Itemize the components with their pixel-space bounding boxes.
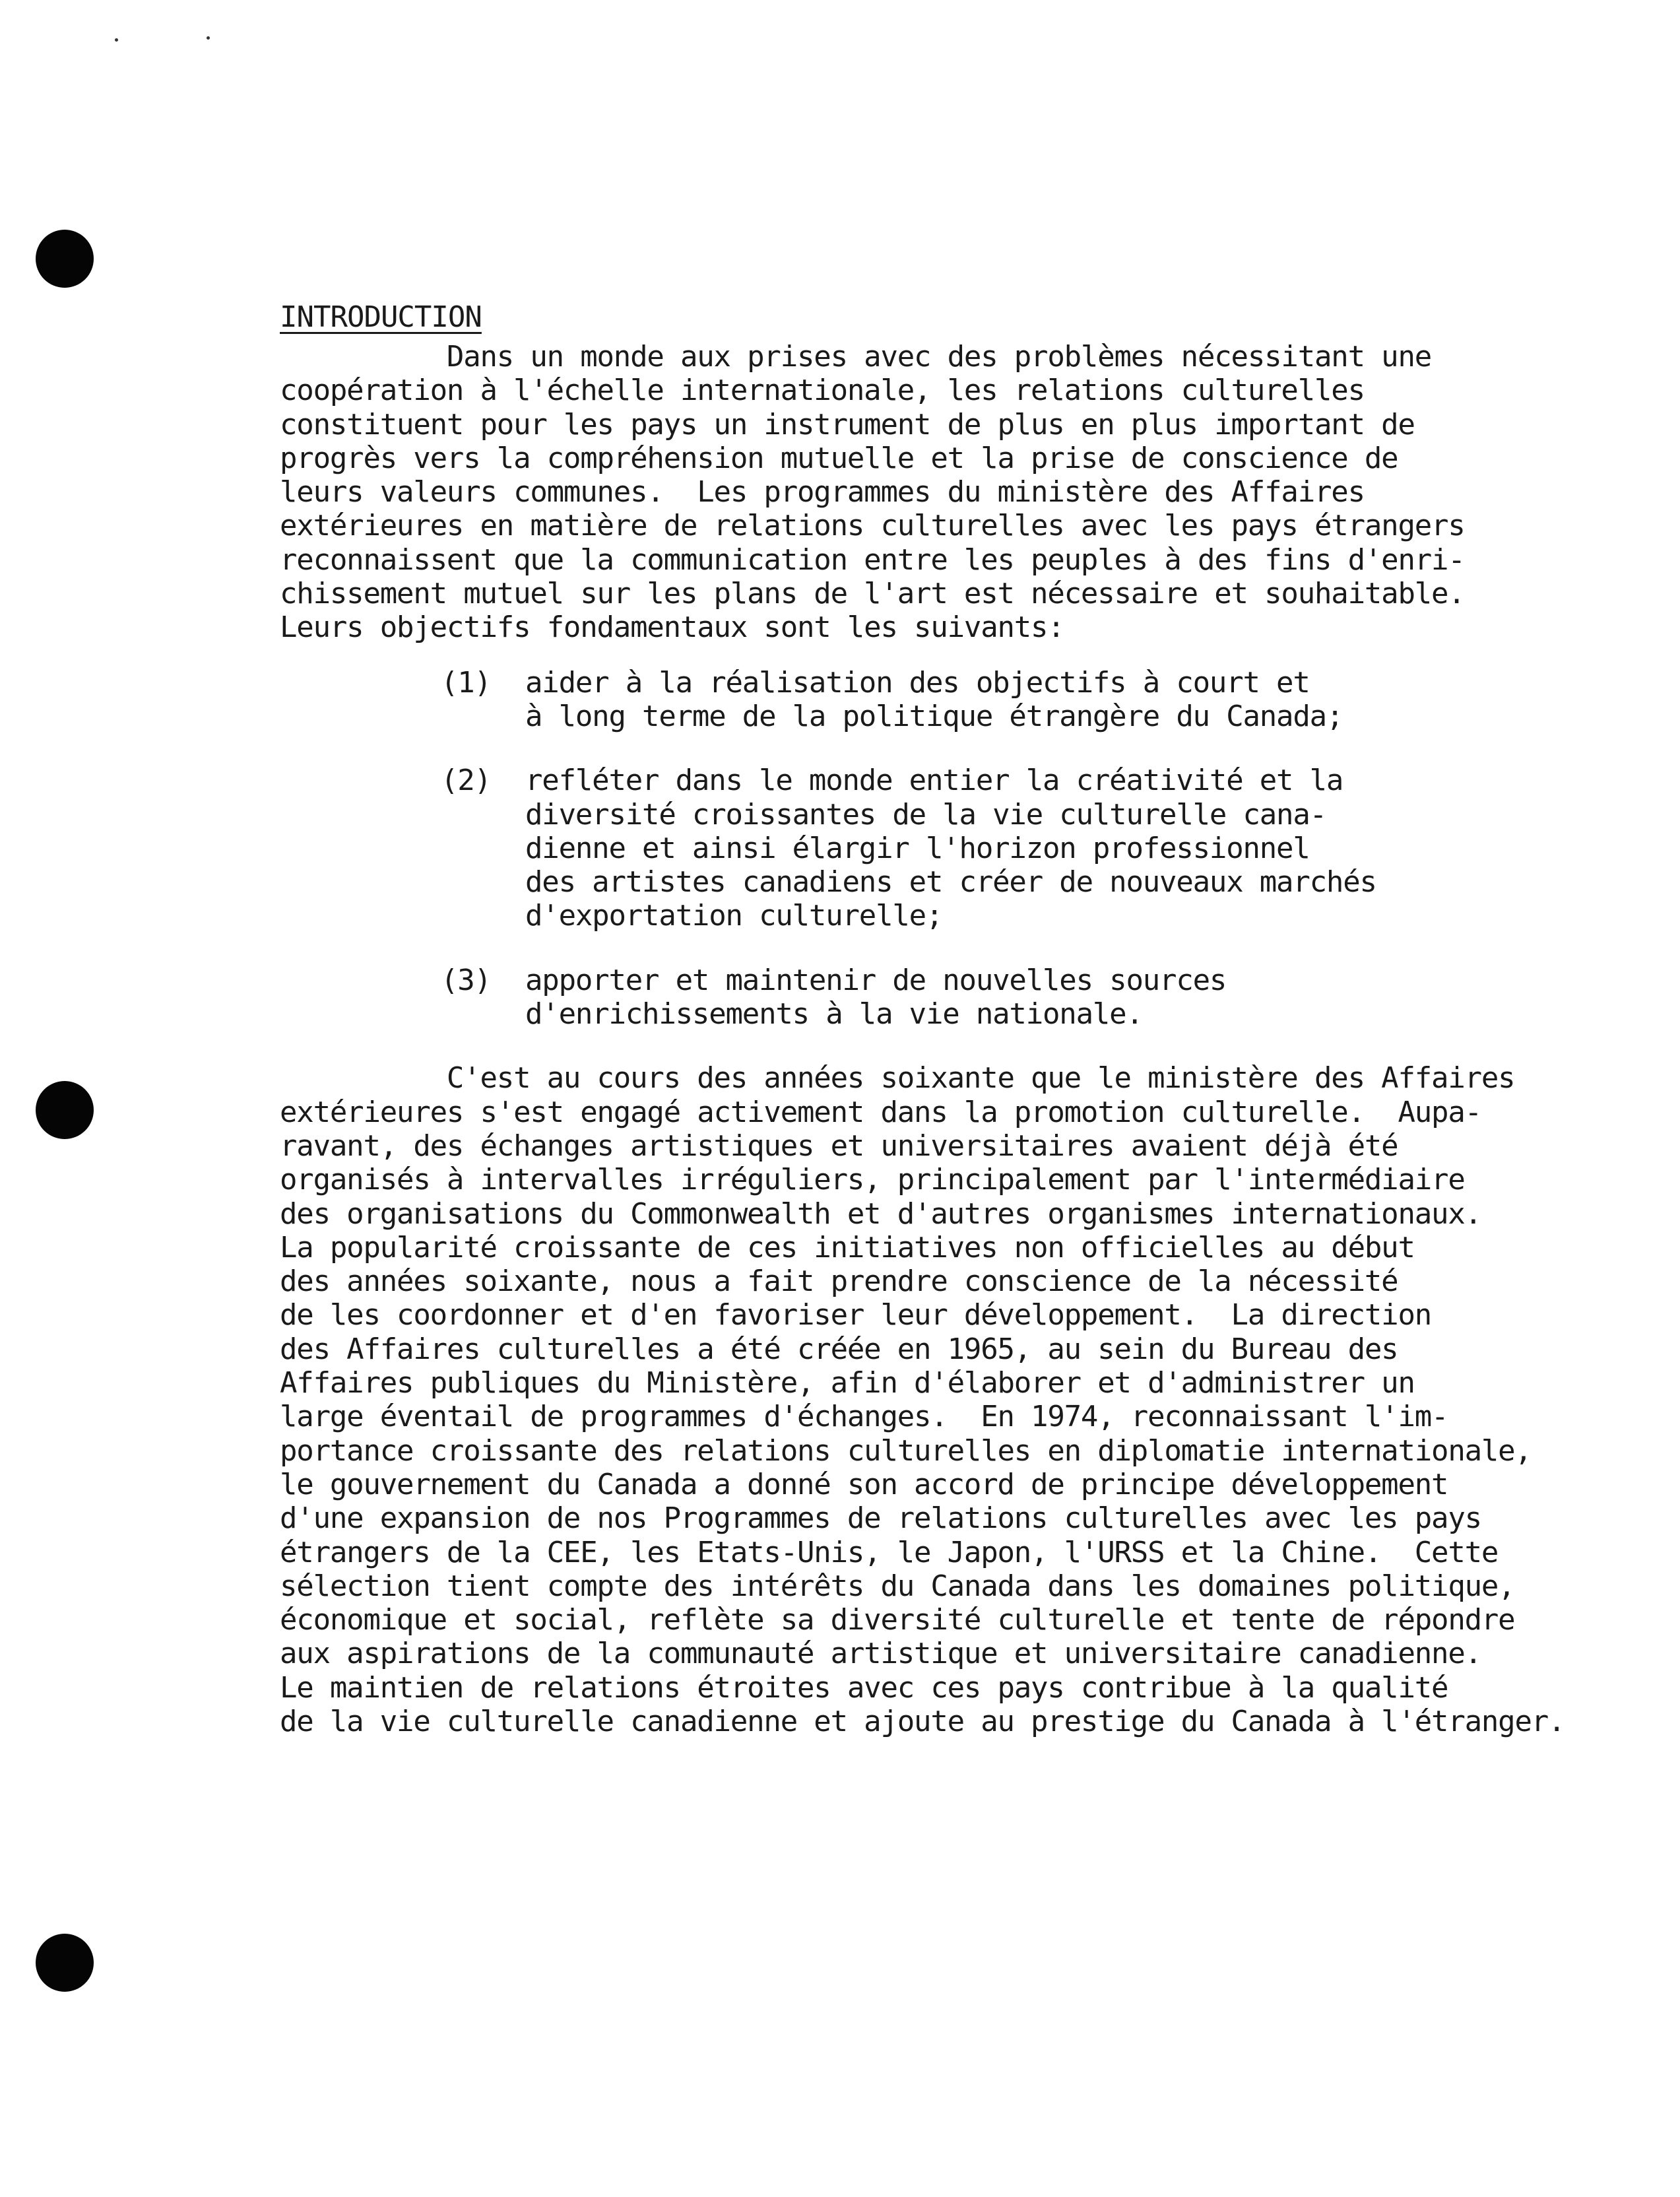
- scan-speck: [115, 38, 118, 42]
- list-item-number: (3): [441, 963, 491, 997]
- history-paragraph: C'est au cours des années soixante que le ministère des Affaires extérieures s'est engagé activement dans la promotion culturelle. Aupa- ravant, des échanges artistiques et universitaires avaient déjà été organisés à intervalles irréguliers, principalement par l'intermédiaire des organisations du Commonwealth et d'autres organismes internationaux. La popularité croissante de ces initiatives non officielles au début des années soixante, nous a fait prendre conscience de la nécessité de les coordonner et d'en favoriser leur développement. La direction des Affaires culturelles a été créée en 1965, au sein du Bureau des Affaires publiques du Ministère, afin d'élaborer et d'administrer un large éventail de programmes d'échanges. En 1974, reconnaissant l'im- portance croissante des relations culturelles en diplomatie internationale, le gouvernement du Canada a donné son accord de principe développement d'une expansion de nos Programmes de relations culturelles avec les pays étrangers de la CEE, les Etats-Unis, le Japon, l'URSS et la Chine. Cette sélection tient compte des intérêts du Canada dans les domaines politique, économique et social, reflète sa diversité culturelle et tente de répondre aux aspirations de la communauté artistique et universitaire canadienne. Le maintien de relations étroites avec ces pays contribue à la qualité de la vie culturelle canadienne et ajoute au prestige du Canada à l'étranger.: [280, 1061, 1565, 1738]
- intro-paragraph: Dans un monde aux prises avec des problèmes nécessitant une coopération à l'échelle internationale, les relations culturelles constituent pour les pays un instrument de plus en plus important de progrès vers la compréhension mutuelle et la prise de conscience de leurs valeurs communes. Les programmes du ministère des Affaires extérieures en matière de relations culturelles avec les pays étrangers reconnaissent que la communication entre les peuples à des fins d'enri- chissement mutuel sur les plans de l'art est nécessaire et souhaitable. Leurs objectifs fondamentaux sont les suivants:: [280, 340, 1465, 645]
- section-heading: INTRODUCTION: [280, 300, 482, 334]
- list-item: [280, 964, 1573, 1032]
- objectives-list: [280, 666, 1573, 1032]
- list-item-number: (2): [441, 764, 491, 798]
- list-item-number: (1): [441, 665, 491, 700]
- list-item-text: refléter dans le monde entier la créativité et la diversité croissantes de la vie culturelle cana- dienne et ainsi élargir l'horizon professionnel des artistes canadiens et créer de nouveaux marchés d'exportation culturelle;: [525, 764, 1376, 933]
- list-item-text: aider à la réalisation des objectifs à court et à long terme de la politique étrangère du Canada;: [525, 665, 1343, 733]
- punch-hole-middle: [36, 1081, 94, 1139]
- punch-hole-top: [36, 230, 94, 288]
- document-body: [280, 300, 1573, 1738]
- list-item: [280, 666, 1573, 734]
- scan-speck: [207, 36, 210, 40]
- list-item-text: apporter et maintenir de nouvelles sources d'enrichissements à la vie nationale.: [525, 963, 1227, 1032]
- punch-hole-bottom: [36, 1934, 94, 1992]
- list-item: [280, 764, 1573, 933]
